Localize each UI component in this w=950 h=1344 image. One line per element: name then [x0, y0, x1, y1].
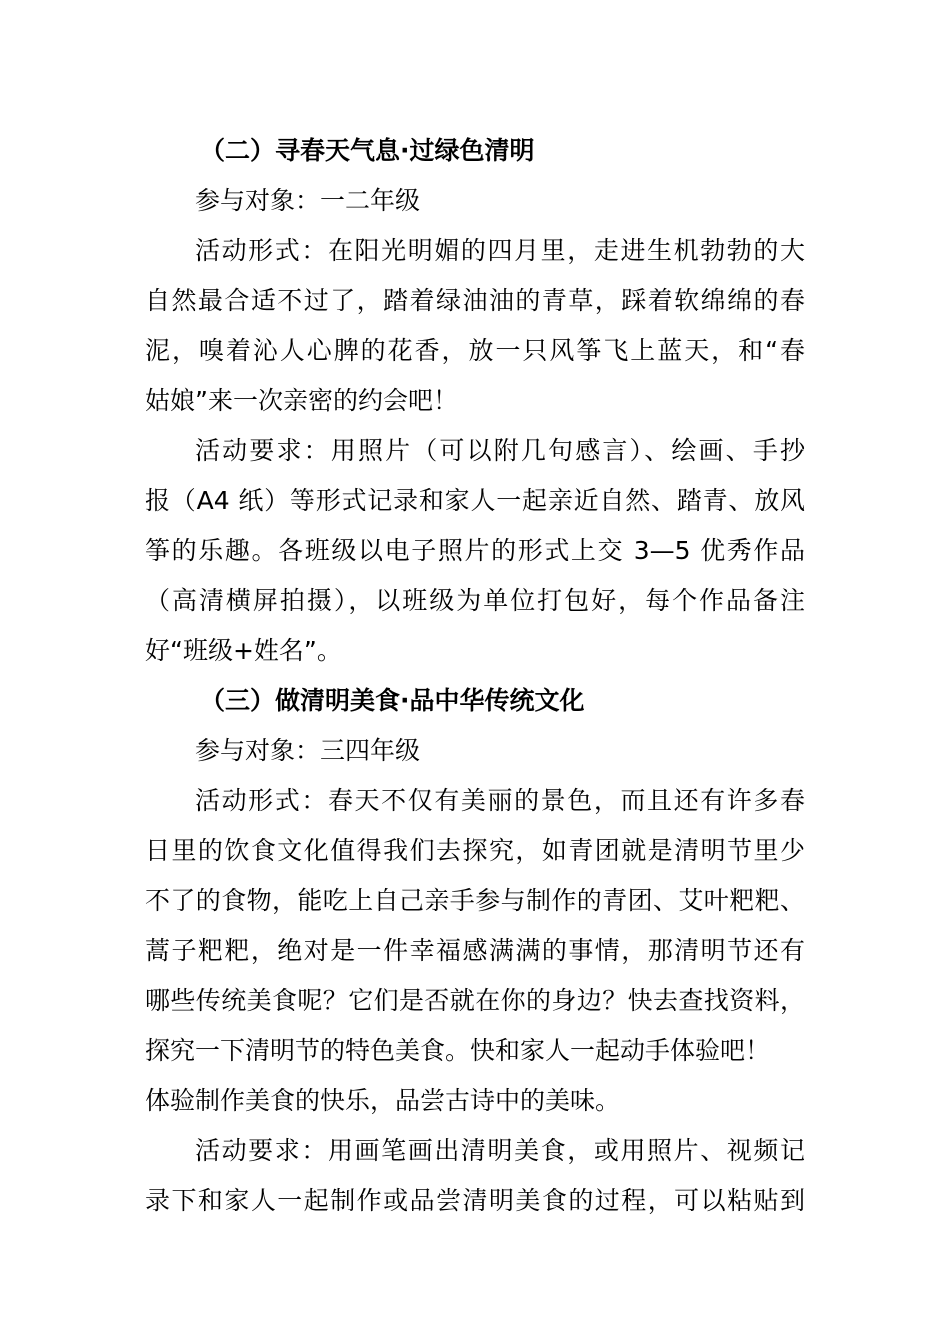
section-heading: （二）寻春天气息·过绿色清明	[200, 136, 535, 165]
activity-form-line: 活动形式：在阳光明媚的四月里，走进生机勃勃的大	[195, 236, 805, 265]
activity-form-line: 姑娘”来一次亲密的约会吧！	[145, 386, 458, 415]
activity-form-line: 日里的饮食文化值得我们去探究，如青团就是清明节里少	[145, 836, 805, 865]
activity-requirement-line: （高清横屏拍摄），以班级为单位打包好，每个作品备注	[145, 586, 805, 615]
activity-requirement-line: 活动要求：用画笔画出清明美食，或用照片、视频记	[195, 1136, 805, 1165]
activity-form-line: 不了的食物，能吃上自己亲手参与制作的青团、艾叶粑粑、	[145, 886, 805, 915]
activity-form-line: 蒿子粑粑，绝对是一件幸福感满满的事情，那清明节还有	[145, 936, 805, 965]
activity-requirement-line: 录下和家人一起制作或品尝清明美食的过程，可以粘贴到	[145, 1186, 805, 1215]
activity-requirement-line: 报（A4 纸）等形式记录和家人一起亲近自然、踏青、放风	[145, 486, 805, 515]
participants-line: 参与对象：三四年级	[195, 736, 421, 765]
document-body	[145, 126, 805, 1226]
activity-form-line: 活动形式：春天不仅有美丽的景色，而且还有许多春	[195, 786, 805, 815]
activity-form-line: 自然最合适不过了，踏着绿油油的青草，踩着软绵绵的春	[145, 286, 805, 315]
activity-form-line: 探究一下清明节的特色美食。快和家人一起动手体验吧！	[145, 1036, 771, 1065]
activity-requirement-line: 好“班级+姓名”。	[145, 636, 342, 665]
activity-form-line: 泥，嗅着沁人心脾的花香，放一只风筝飞上蓝天，和“春	[145, 336, 805, 365]
activity-requirement-line: 活动要求：用照片（可以附几句感言）、绘画、手抄	[195, 436, 805, 465]
activity-form-line: 哪些传统美食呢？它们是否就在你的身边？快去查找资料，	[145, 986, 805, 1015]
activity-requirement-line: 筝的乐趣。各班级以电子照片的形式上交 3—5 优秀作品	[145, 536, 805, 565]
activity-form-line: 体验制作美食的快乐，品尝古诗中的美味。	[145, 1086, 621, 1115]
participants-line: 参与对象：一二年级	[195, 186, 421, 215]
section-heading: （三）做清明美食·品中华传统文化	[200, 686, 585, 715]
